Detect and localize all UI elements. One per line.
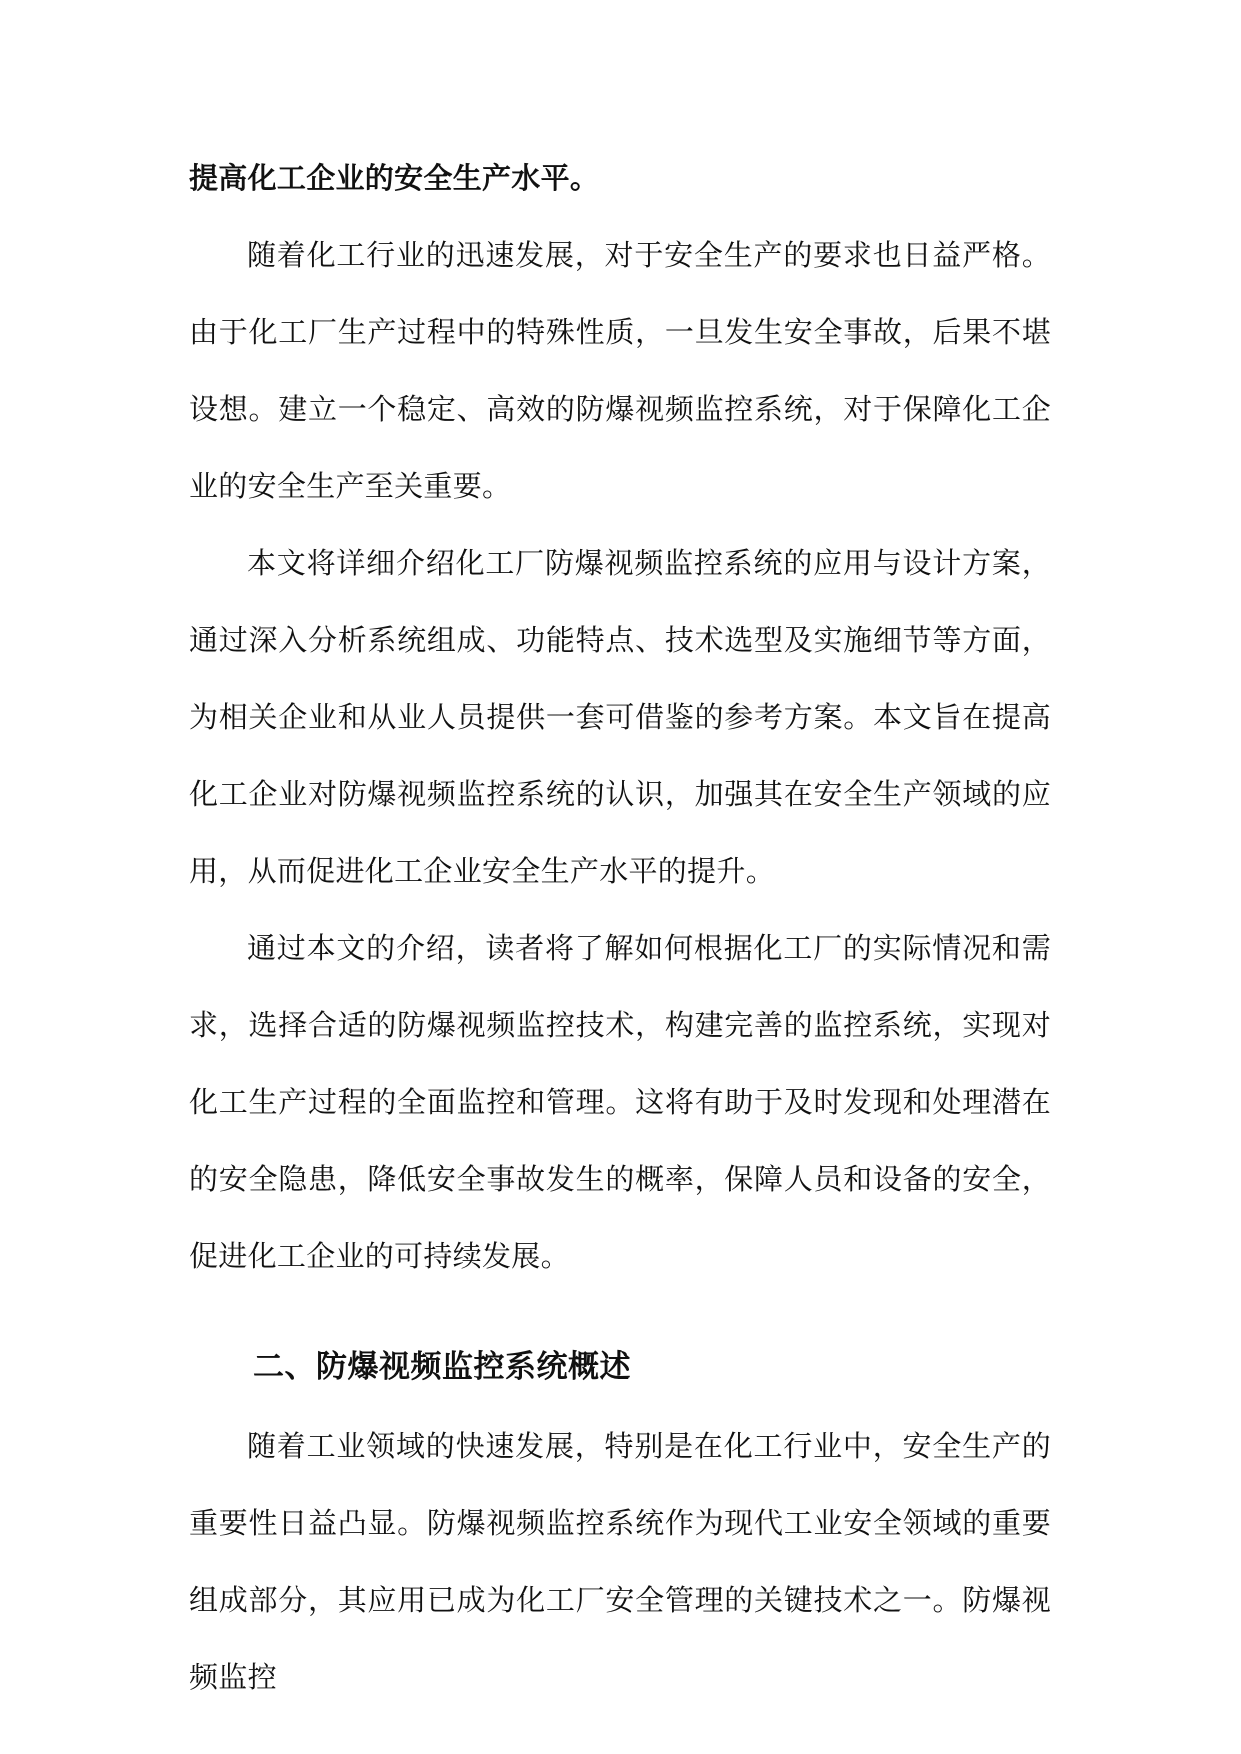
- paragraph-reader-benefit: 通过本文的介绍，读者将了解如何根据化工厂的实际情况和需求，选择合适的防爆视频监控技术，构建完善的监控系统，实现对化工生产过程的全面监控和管理。这将有助于及时发现和处理潜在的安全隐患，降低安全事故发生的概率，保障人员和设备的安全，促进化工企业的可持续发展。: [189, 931, 1051, 1273]
- paragraph-overview: 随着工业领域的快速发展，特别是在化工行业中，安全生产的重要性日益凸显。防爆视频监控系统作为现代工业安全领域的重要组成部分，其应用已成为化工厂安全管理的关键技术之一。防爆视频监控: [189, 1429, 1051, 1694]
- paragraph-continuation: 提高化工企业的安全生产水平。: [189, 161, 600, 195]
- paragraph-purpose: 本文将详细介绍化工厂防爆视频监控系统的应用与设计方案，通过深入分析系统组成、功能特点、技术选型及实施细节等方面，为相关企业和从业人员提供一套可借鉴的参考方案。本文旨在提高化工企业对防爆视频监控系统的认识，加强其在安全生产领域的应用，从而促进化工企业安全生产水平的提升。: [189, 546, 1051, 888]
- paragraph-background: 随着化工行业的迅速发展，对于安全生产的要求也日益严格。由于化工厂生产过程中的特殊性质，一旦发生安全事故，后果不堪设想。建立一个稳定、高效的防爆视频监控系统，对于保障化工企业的安全生产至关重要。: [189, 238, 1051, 503]
- section-heading: 二、防爆视频监控系统概述: [253, 1349, 631, 1385]
- document-body: [189, 140, 1051, 1716]
